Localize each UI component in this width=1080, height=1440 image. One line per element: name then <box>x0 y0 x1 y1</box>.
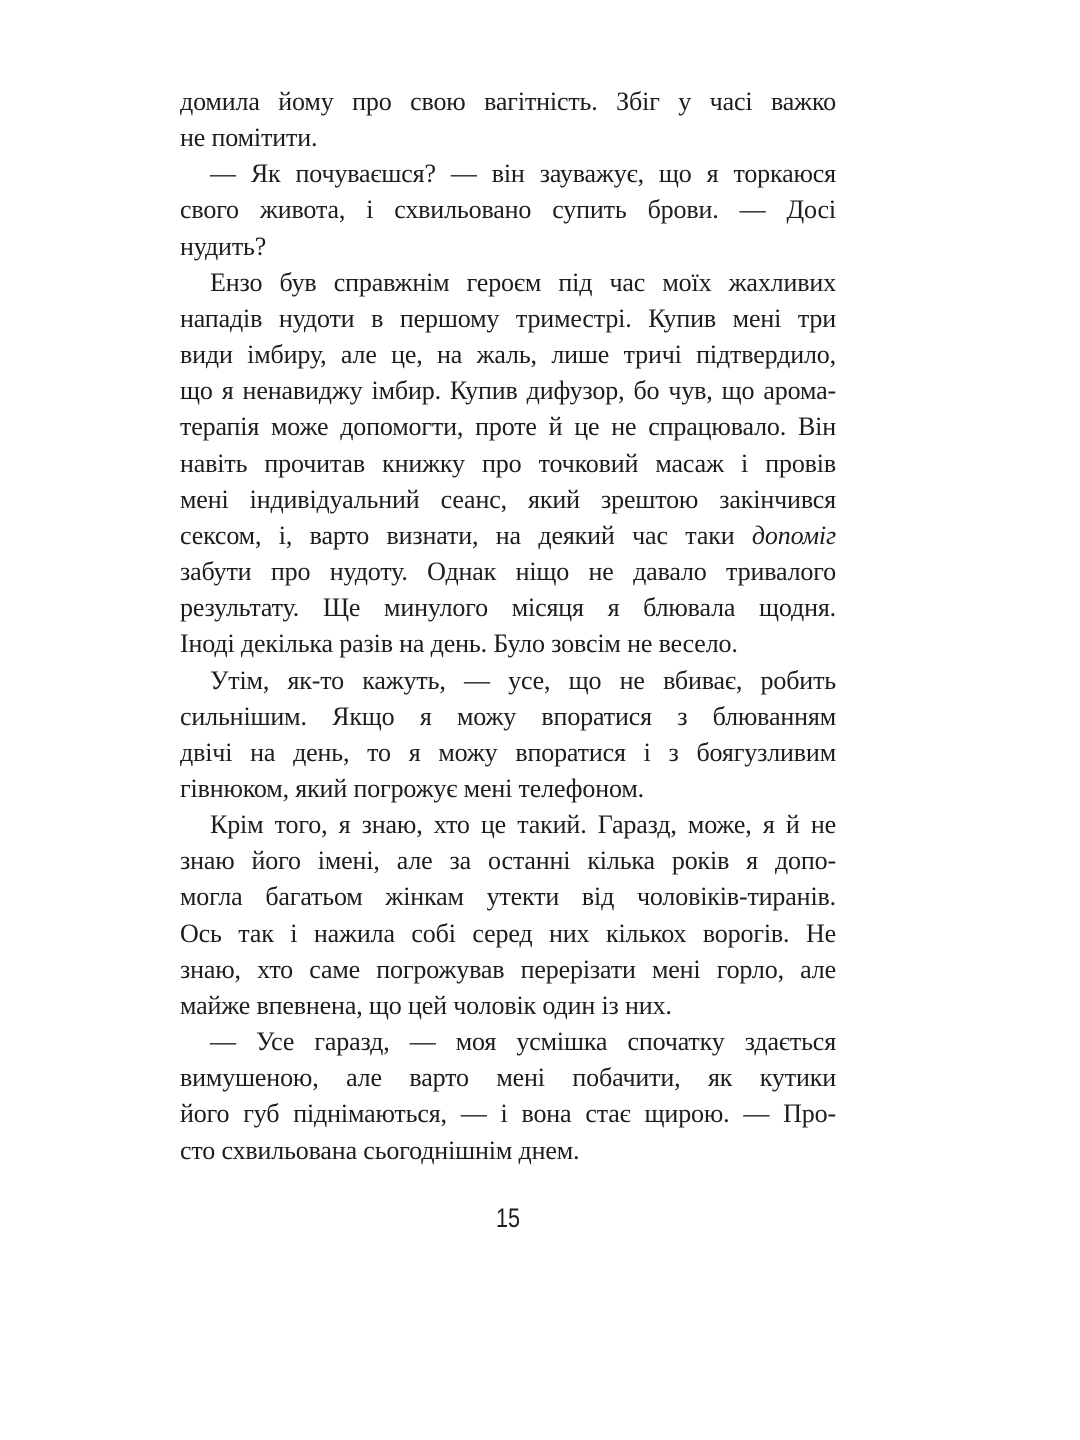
text-line: що я ненавиджу імбир. Купив дифузор, бо чув, що арома- <box>180 376 836 406</box>
text-line: могла багатьом жінкам утекти від чоловіків-тиранів. <box>180 882 836 912</box>
text-line: сильнішим. Якщо я можу впоратися з блюванням <box>180 701 836 731</box>
text-line: домила йому про свою вагітність. Збіг у часі важко <box>180 87 836 116</box>
text-line: його губ піднімаються, — і вона стає щирою. — Про- <box>180 1099 836 1129</box>
paragraph <box>180 156 836 264</box>
text-line: Утім, як-то кажуть, — усе, що не вбиває, робить <box>210 665 836 695</box>
text-line: двічі на день, то я можу впоратися і з боягузливим <box>180 737 836 767</box>
text-line: сто схвильована сьогоднішнім днем. <box>180 1135 580 1165</box>
text-line: сексом, і, варто визнати, на деякий час таки допоміг <box>180 520 836 550</box>
text-line: знаю, хто саме погрожував перерізати мені горло, але <box>180 954 836 984</box>
text-line: — Усе гаразд, — моя усмішка спочатку здається <box>210 1027 836 1057</box>
page-text-block <box>180 84 836 1169</box>
text-line: види імбиру, але це, на жаль, лише тричі підтвердило, <box>180 340 836 370</box>
paragraph <box>180 84 836 156</box>
text-line: нудить? <box>180 231 267 261</box>
paragraph <box>180 1024 836 1169</box>
text-line: не помітити. <box>180 123 318 153</box>
paragraph <box>180 663 836 808</box>
text-line: вимушеною, але варто мені побачити, як кутики <box>180 1063 836 1093</box>
text-line: мені індивідуальний сеанс, який зрештою закінчився <box>180 484 836 514</box>
paragraph <box>180 265 836 663</box>
text-line: Ось так і нажила собі серед них кількох ворогів. Не <box>180 918 836 948</box>
text-line: забути про нудоту. Однак ніщо не давало тривалого <box>180 557 836 587</box>
italic-text: допоміг <box>751 520 836 550</box>
text-line: нападів нудоти в першому триместрі. Купив мені три <box>180 303 836 333</box>
text-line: Іноді декілька разів на день. Було зовсім не весело. <box>180 629 738 659</box>
paragraph <box>180 807 836 1024</box>
text-line: терапія може допомогти, проте й це не спрацювало. Він <box>180 412 836 442</box>
text-line: результату. Ще минулого місяця я блювала щодня. <box>180 593 836 623</box>
text-line: свого живота, і схвильовано супить брови. — Досі <box>180 195 836 225</box>
text-line: — Як почуваєшся? — він зауважує, що я торкаюся <box>210 159 836 189</box>
text-line: Крім того, я знаю, хто це такий. Гаразд, може, я й не <box>210 810 836 840</box>
text-line: навіть прочитав книжку про точковий масаж і провів <box>180 448 836 478</box>
text-line: майже впевнена, що цей чоловік один із них. <box>180 990 672 1020</box>
text-line: Ензо був справжнім героєм під час моїх жахливих <box>210 267 836 297</box>
page-number: 15 <box>495 1203 521 1233</box>
text-line: знаю його імені, але за останні кілька років я допо- <box>180 846 836 876</box>
text-line: гівнюком, який погрожує мені телефоном. <box>180 773 644 803</box>
